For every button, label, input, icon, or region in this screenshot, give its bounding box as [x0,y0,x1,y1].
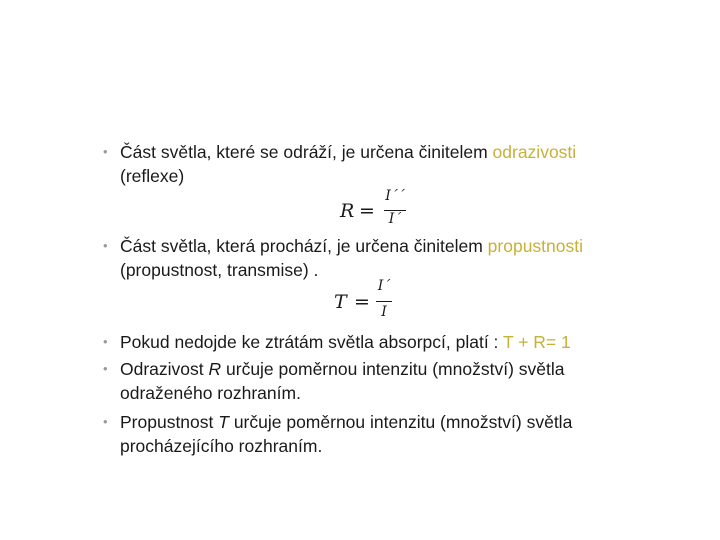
formula-denominator: I [381,304,387,320]
fraction-bar [376,301,392,302]
formula-lhs: T [334,291,347,313]
bullet-variable: T [218,412,229,432]
bullet-text-line2: (reflexe) [120,166,185,186]
highlight-equation: T + R= 1 [502,332,571,352]
bullet-dot-icon: • [103,144,108,159]
bullet-text-pre: Odrazivost [120,359,209,379]
formula-lhs: R [340,200,355,222]
formula-equals: = [359,200,375,222]
bullet-reflectance-definition [103,357,640,405]
highlight-term: odrazivosti [492,142,577,162]
bullet-text: Část světla, které se odráží, je určena činitelem [120,142,493,162]
bullet-dot-icon: • [103,361,108,376]
bullet-dot-icon: • [103,414,108,429]
bullet-text-pre: Propustnost [120,412,219,432]
bullet-text: Pokud nedojde ke ztrátám světla absorpcí, platí : [120,332,503,352]
bullet-variable: R [208,359,222,379]
bullet-text-line2: (propustnost, transmise) . [120,260,319,280]
bullet-text-line2: odraženého rozhraním. [120,383,301,403]
formula-numerator: I´ [377,278,391,294]
formula-denominator: I´ [388,211,402,227]
bullet-transmittance-definition [103,410,640,458]
bullet-text: Část světla, která prochází, je určena činitelem [120,236,488,256]
bullet-energy-conservation [103,330,640,354]
bullet-text-post: určuje poměrnou intenzitu (množství) světla [228,412,573,432]
bullet-text-post: určuje poměrnou intenzitu (množství) světla [221,359,565,379]
formula-reflectance [340,190,410,234]
formula-numerator: I´´ [385,188,405,204]
bullet-dot-icon: • [103,238,108,253]
bullet-transmittance [103,234,640,282]
highlight-term: propustnosti [487,236,584,256]
formula-equals: = [354,291,370,313]
bullet-text-line2: procházejícího rozhraním. [120,436,323,456]
bullet-dot-icon: • [103,334,108,349]
bullet-reflectance [103,140,640,188]
formula-transmittance [334,280,404,330]
